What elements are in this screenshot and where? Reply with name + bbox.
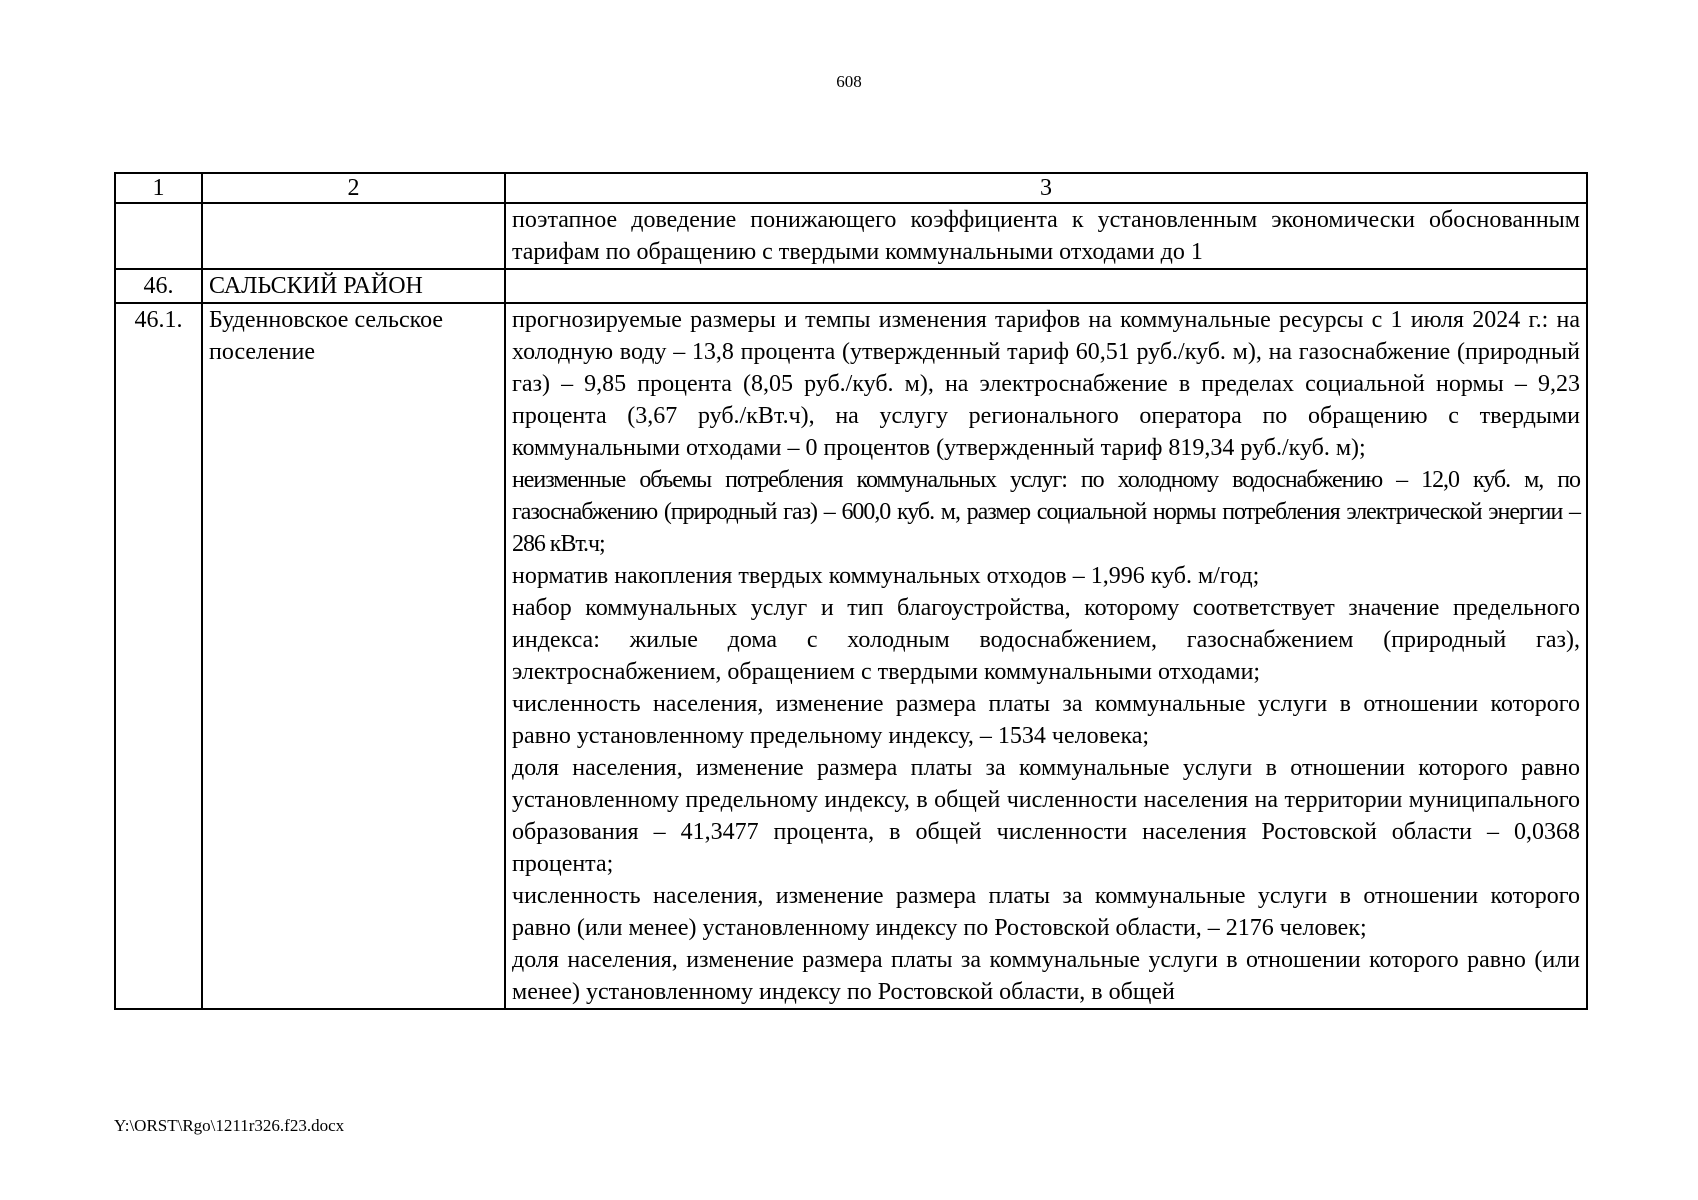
section-number-cell: 46. — [115, 269, 202, 303]
column-header-2: 2 — [202, 173, 505, 203]
table-row-continuation — [115, 203, 1587, 269]
entry-number-cell: 46.1. — [115, 303, 202, 1009]
column-header-1: 1 — [115, 173, 202, 203]
paragraph-population-share-limit: доля населения, изменение размера платы за коммунальные услуги в отношении которого равно установленному предельному индексу, в общей численности населения на территории муниципального образования – 41,3477 процента, в общей численности населения Ростовской области – 0,0368 процента; — [512, 755, 1580, 877]
row-number-cell — [115, 203, 202, 269]
paragraph-tariff-forecast: прогнозируемые размеры и темпы изменения тарифов на коммунальные ресурсы с 1 июля 2024 г.: на холодную воду – 13,8 процента (утвержденный тариф 60,51 руб./куб. м), на газоснабжение (природный газ) – 9,85 процента (8,05 руб./куб. м), на электроснабжение в пределах социальной нормы – 9,23 процента (3,67 руб./кВт.ч), на услугу регионального оператора по обращению с твердыми коммунальными отходами – 0 процентов (утвержденный тариф 819,34 руб./куб. м); — [512, 307, 1580, 461]
paragraph-consumption-volumes: неизменные объемы потребления коммунальных услуг: по холодному водоснабжению – 12,0 куб. м, по газоснабжению (природный газ) – 600,0 куб. м, размер социальной нормы потребления электрической энергии – 286 кВт.ч; — [512, 467, 1580, 557]
paragraph-utility-set: набор коммунальных услуг и тип благоустройства, которому соответствует значение предельного индекса: жилые дома с холодным водоснабжением, газоснабжением (природный газ), электроснабжением, обращением с твердыми коммунальными отходами; — [512, 595, 1580, 685]
section-name-cell: САЛЬСКИЙ РАЙОН — [202, 269, 505, 303]
file-path-footer: Y:\ORST\Rgo\1211r326.f23.docx — [114, 1116, 345, 1135]
column-header-3: 3 — [505, 173, 1587, 203]
continuation-text-cell: поэтапное доведение понижающего коэффициента к установленным экономически обоснованным тарифам по обращению с твердыми коммунальными отходами до 1 — [505, 203, 1587, 269]
tariff-table — [114, 172, 1588, 1010]
paragraph-population-count-limit: численность населения, изменение размера платы за коммунальные услуги в отношении которого равно установленному предельному индексу, – 1534 человека; — [512, 691, 1580, 749]
table-row-section — [115, 269, 1587, 303]
page-number: 608 — [836, 72, 862, 91]
section-text-cell — [505, 269, 1587, 303]
paragraph-waste-norm: норматив накопления твердых коммунальных отходов – 1,996 куб. м/год; — [512, 563, 1260, 589]
paragraph-population-count-regional: численность населения, изменение размера платы за коммунальные услуги в отношении которого равно (или менее) установленному индексу по Ростовской области, – 2176 человек; — [512, 883, 1580, 941]
entry-name-cell: Буденновское сельское поселение — [202, 303, 505, 1009]
paragraph-population-share-regional: доля населения, изменение размера платы за коммунальные услуги в отношении которого равно (или менее) установленному индексу по Ростовской области, в общей — [512, 947, 1580, 1005]
table-header-row — [115, 173, 1587, 203]
table-row-entry — [115, 303, 1587, 1009]
entry-text-cell — [505, 303, 1587, 1009]
row-name-cell — [202, 203, 505, 269]
